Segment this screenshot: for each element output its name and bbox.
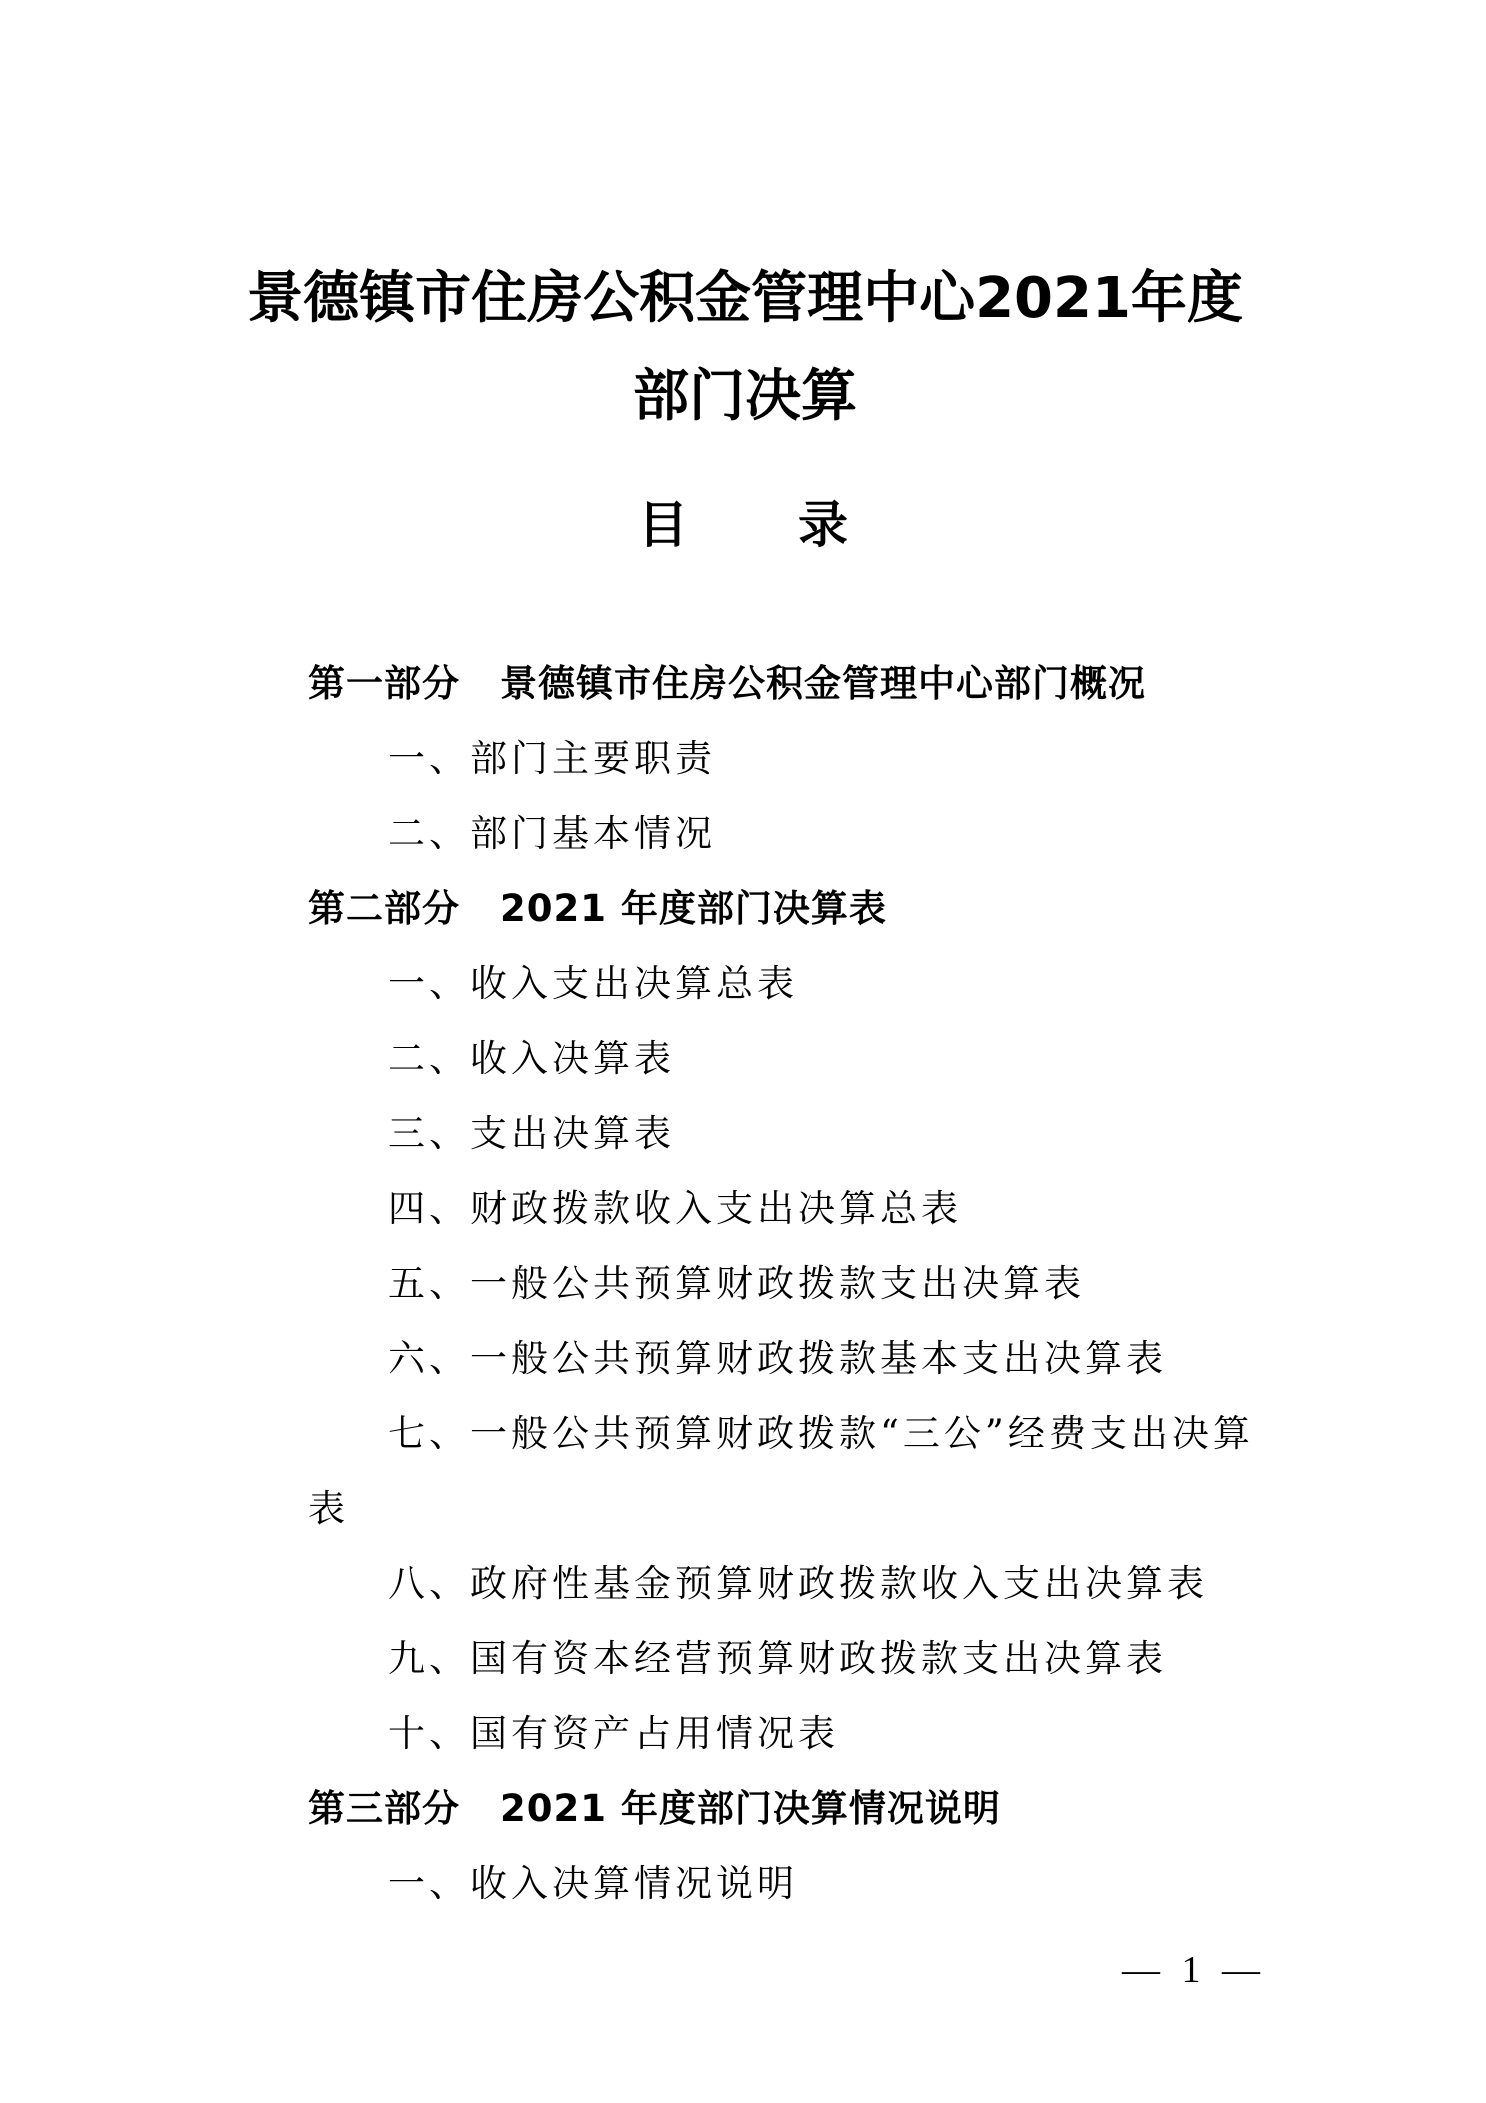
toc-item[interactable]: 四、财政拨款收入支出决算总表 — [388, 1187, 962, 1230]
toc-item[interactable]: 一、收入支出决算总表 — [388, 962, 798, 1005]
toc-item[interactable]: 五、一般公共预算财政拨款支出决算表 — [388, 1262, 1085, 1305]
toc-item[interactable]: 九、国有资本经营预算财政拨款支出决算表 — [388, 1637, 1167, 1680]
document-title: 景德镇市住房公积金管理中心2021年度部门决算 — [247, 266, 1243, 429]
toc-part-number: 第二部分 — [308, 887, 460, 930]
toc-item[interactable]: 二、收入决算表 — [388, 1037, 675, 1080]
toc-part-title: 2021 年度部门决算情况说明 — [500, 1787, 1001, 1830]
toc-part-2[interactable] — [308, 871, 1268, 946]
toc-item[interactable]: 八、政府性基金预算财政拨款收入支出决算表 — [388, 1562, 1208, 1605]
toc-part-number: 第三部分 — [308, 1787, 460, 1830]
toc-item[interactable]: 一、部门主要职责 — [388, 737, 716, 780]
toc-heading: 目录 — [638, 496, 958, 554]
toc-item[interactable]: 一、收入决算情况说明 — [388, 1862, 798, 1905]
toc-part-title: 景德镇市住房公积金管理中心部门概况 — [500, 662, 1146, 705]
toc-item[interactable]: 六、一般公共预算财政拨款基本支出决算表 — [388, 1337, 1167, 1380]
toc-part-title: 2021 年度部门决算表 — [500, 887, 887, 930]
toc-item[interactable]: 十、国有资产占用情况表 — [388, 1712, 839, 1755]
toc-item-continuation[interactable]: 表 — [308, 1487, 349, 1530]
toc-item[interactable]: 三、支出决算表 — [388, 1112, 675, 1155]
table-of-contents — [308, 646, 1268, 1921]
toc-part-number: 第一部分 — [308, 662, 460, 705]
toc-part-3[interactable] — [308, 1771, 1268, 1846]
toc-item[interactable]: 二、部门基本情况 — [388, 812, 716, 855]
toc-item[interactable]: 七、一般公共预算财政拨款“三公”经费支出决算 — [388, 1412, 1254, 1455]
page-number: — 1 — — [1122, 1949, 1266, 1991]
toc-part-1[interactable] — [308, 646, 1268, 721]
